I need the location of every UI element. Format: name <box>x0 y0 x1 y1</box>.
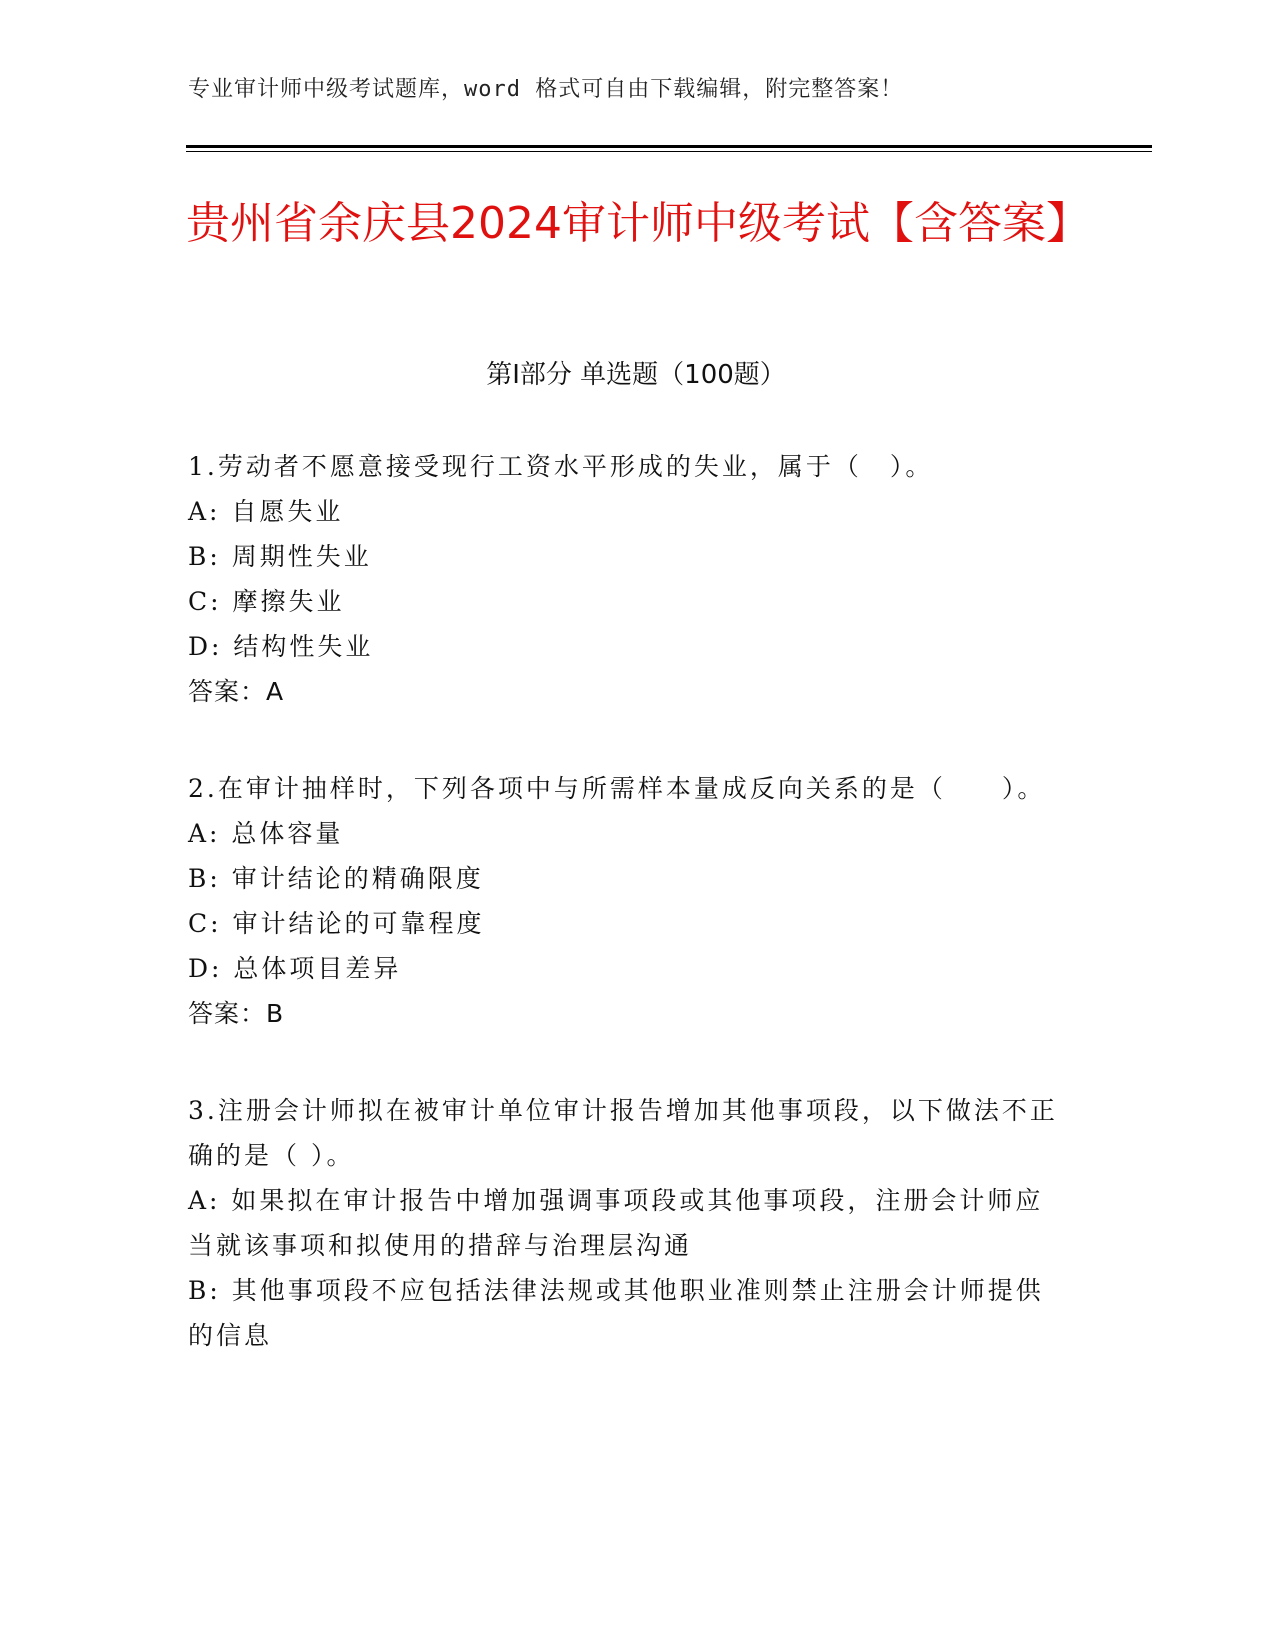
option-c: C: 审计结论的可靠程度 <box>188 909 485 938</box>
header-rule-thick <box>186 145 1152 148</box>
question-stem: 2.在审计抽样时，下列各项中与所需样本量成反向关系的是（ ）。 <box>188 774 1046 803</box>
question-stem: 1.劳动者不愿意接受现行工资水平形成的失业，属于（ ）。 <box>188 452 934 481</box>
question-3 <box>188 1088 1068 1358</box>
section-title: 第I部分 单选题（100题） <box>486 360 786 390</box>
option-b: B: 周期性失业 <box>188 542 372 571</box>
document-title: 贵州省余庆县2024审计师中级考试【含答案】 <box>186 198 1090 249</box>
option-c: C: 摩擦失业 <box>188 587 345 616</box>
option-d: D: 结构性失业 <box>188 632 374 661</box>
question-stem: 3.注册会计师拟在被审计单位审计报告增加其他事项段，以下做法不正确的是（ ）。 <box>188 1096 1058 1170</box>
answer: 答案：A <box>188 677 285 706</box>
question-list <box>188 444 1068 1410</box>
header-note: 专业审计师中级考试题库，word 格式可自由下载编辑，附完整答案！ <box>188 77 904 102</box>
answer: 答案：B <box>188 999 285 1028</box>
option-a: A: 自愿失业 <box>188 497 344 526</box>
question-1 <box>188 444 1068 714</box>
option-b: B: 其他事项段不应包括法律法规或其他职业准则禁止注册会计师提供的信息 <box>188 1276 1044 1350</box>
header-rule-thin <box>186 151 1152 152</box>
option-a: A: 如果拟在审计报告中增加强调事项段或其他事项段，注册会计师应当就该事项和拟使用的措辞与治理层沟通 <box>188 1186 1044 1260</box>
option-d: D: 总体项目差异 <box>188 954 402 983</box>
option-b: B: 审计结论的精确限度 <box>188 864 484 893</box>
question-2 <box>188 766 1068 1036</box>
option-a: A: 总体容量 <box>188 819 344 848</box>
